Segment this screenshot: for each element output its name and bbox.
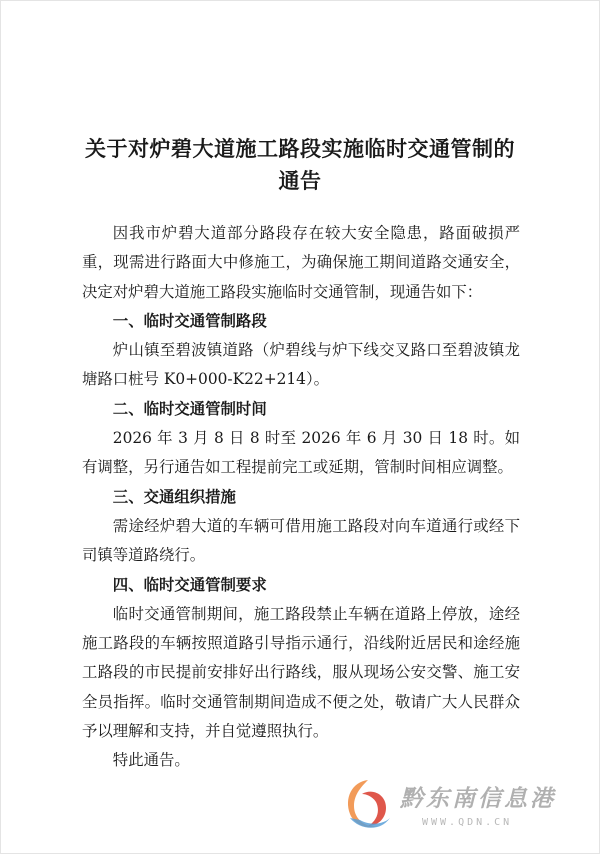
logo-url-text: WWW.QDN.CN: [422, 817, 513, 828]
document-body: [82, 219, 520, 776]
section-body-2: 2026 年 3 月 8 日 8 时至 2026 年 6 月 30 日 18 时。如有调整，另行通告如工程提前完工或延期，管制时间相应调整。: [82, 429, 520, 477]
document-title: [40, 133, 560, 197]
logo-swirl-blue: [350, 818, 390, 828]
title-line-1: 关于对炉碧大道施工路段实施临时交通管制的: [85, 136, 515, 161]
intro-paragraph: 因我市炉碧大道部分路段存在较大安全隐患，路面破损严重，现需进行路面大中修施工，为确保施工期间道路交通安全，决定对炉碧大道施工路段实施临时交通管制，现通告如下：: [82, 224, 520, 301]
section-body-3: 需途经炉碧大道的车辆可借用施工路段对向车道通行或经下司镇等道路绕行。: [82, 516, 520, 565]
closing-line: 特此通告。: [112, 751, 190, 770]
logo-dot: [365, 801, 375, 811]
title-line-2: 通告: [278, 168, 322, 193]
section-body-1: 炉山镇至碧波镇道路（炉碧线与炉下线交叉路口至碧波镇龙塘路口桩号 K0+000-K22+214）。: [82, 341, 520, 389]
section-body-4: 临时交通管制期间，施工路段禁止车辆在道路上停放，途经施工路段的车辆按照道路引导指示通行，沿线附近居民和途经施工路段的市民提前安排好出行路线，服从现场公安交警、施工安全员指挥。临时交通管制期间造成不便之处，敬请广大人民群众予以理解和支持，并自觉遵照执行。: [82, 604, 520, 741]
section-heading-3: 三、交通组织措施: [112, 487, 236, 506]
section-heading-1: 一、临时交通管制路段: [112, 311, 267, 330]
section-heading-4: 四、临时交通管制要求: [112, 575, 267, 594]
watermark-logo: [340, 772, 590, 842]
qdn-logo-icon: [340, 774, 396, 836]
logo-name-text: 黔东南信息港: [400, 785, 556, 812]
section-heading-2: 二、临时交通管制时间: [112, 399, 267, 418]
